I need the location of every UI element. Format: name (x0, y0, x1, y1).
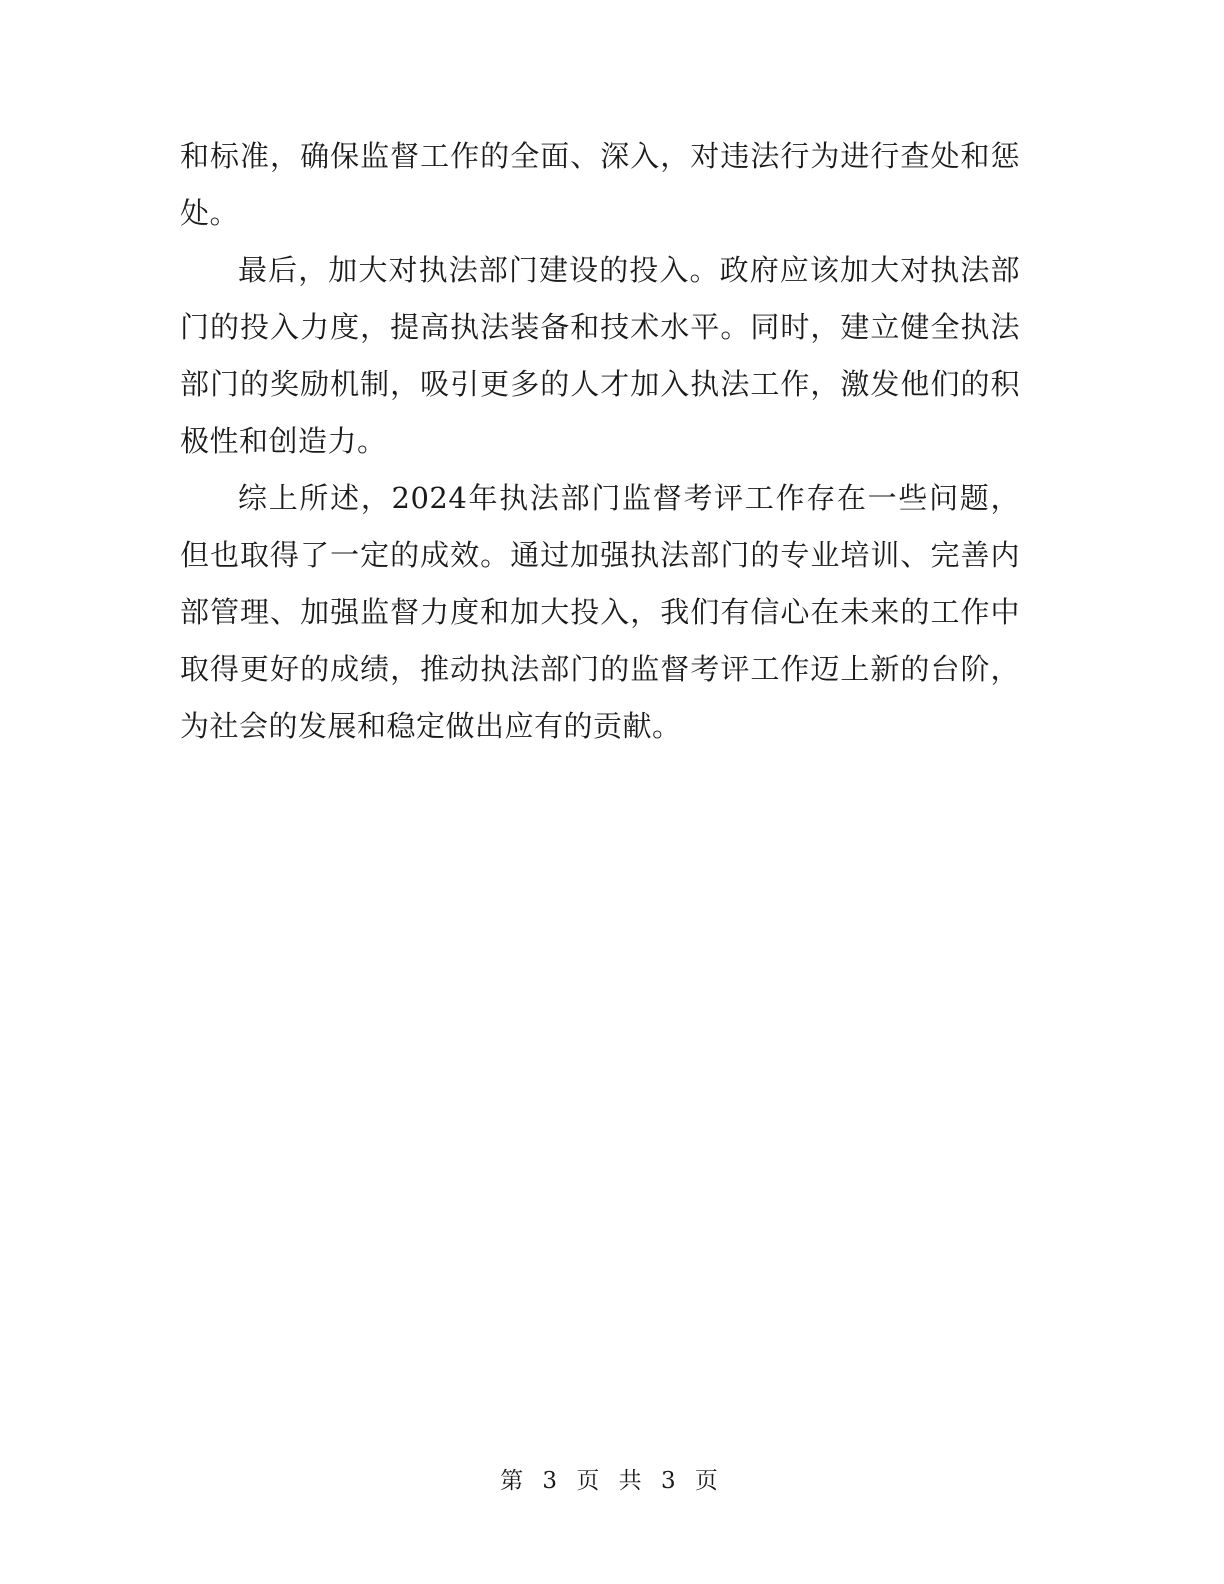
page-number-footer: 第 3 页 共 3 页 (500, 1468, 724, 1494)
paragraph-conclusion: 综上所述，2024年执法部门监督考评工作存在一些问题，但也取得了一定的成效。通过加强执法部门的专业培训、完善内部管理、加强监督力度和加大投入，我们有信心在未来的工作中取得更好的成绩，推动执法部门的监督考评工作迈上新的台阶，为社会的发展和稳定做出应有的贡献。 (180, 481, 1020, 743)
paragraph-continuation: 和标准，确保监督工作的全面、深入，对违法行为进行查处和惩处。 (180, 139, 1020, 230)
paragraph-investment: 最后，加大对执法部门建设的投入。政府应该加大对执法部门的投入力度，提高执法装备和技术水平。同时，建立健全执法部门的奖励机制，吸引更多的人才加入执法工作，激发他们的积极性和创造力。 (180, 253, 1020, 458)
document-body (180, 128, 1020, 755)
